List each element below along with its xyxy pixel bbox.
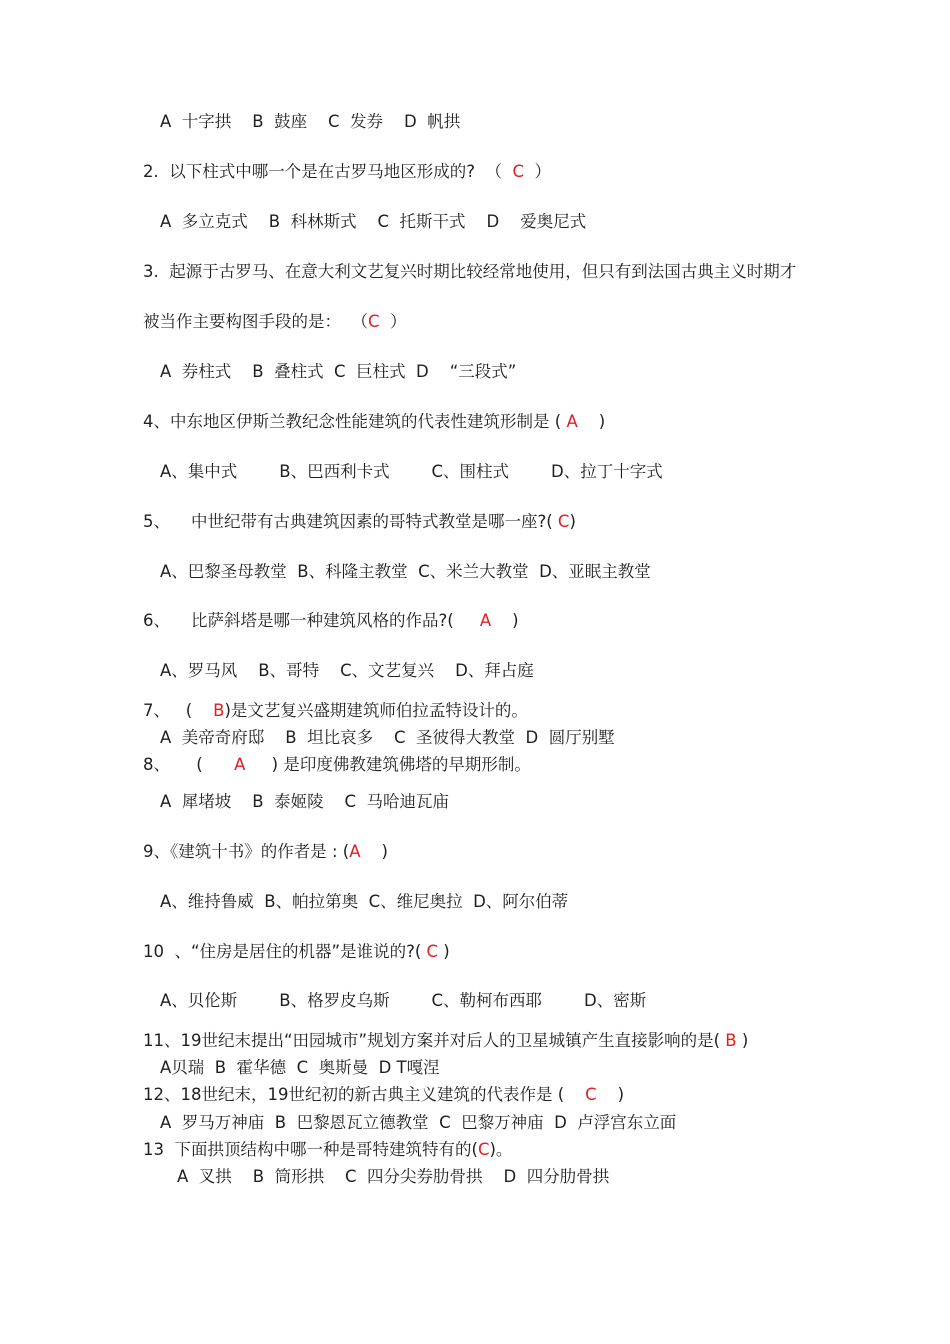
options-q11: A贝瑞 B 霍华德 C 奥斯曼 D T嘎涅 xyxy=(160,1058,440,1077)
options-q6: A、罗马风 B、哥特 C、文艺复兴 D、拜占庭 xyxy=(160,661,534,680)
question-11: 11、19世纪末提出“田园城市”规划方案并对后人的卫星城镇产生直接影响的是( B ) xyxy=(143,1031,749,1050)
options-q13: A 叉拱 B 筒形拱 C 四分尖券肋骨拱 D 四分肋骨拱 xyxy=(177,1167,610,1186)
question-3-cont: 被当作主要构图手段的是： （C ） xyxy=(143,312,407,331)
answer-mark: B xyxy=(725,1031,737,1050)
question-4: 4、中东地区伊斯兰教纪念性能建筑的代表性建筑形制是 ( A ) xyxy=(143,412,606,431)
options-q5: A、巴黎圣母教堂 B、科隆主教堂 C、米兰大教堂 D、亚眠主教堂 xyxy=(160,562,651,581)
question-13: 13 下面拱顶结构中哪一种是哥特建筑特有的(C)。 xyxy=(143,1140,513,1159)
question-10: 10 、“住房是居住的机器”是谁说的?( C ) xyxy=(143,942,450,961)
options-q10: A、贝伦斯 B、格罗皮乌斯 C、勒柯布西耶 D、密斯 xyxy=(160,991,647,1010)
options-q3: A 券柱式 B 叠柱式 C 巨柱式 D “三段式” xyxy=(160,362,517,381)
answer-mark: C xyxy=(557,512,570,531)
question-3: 3. 起源于古罗马、在意大利文艺复兴时期比较经常地使用，但只有到法国古典主义时期才 xyxy=(143,262,797,281)
answer-mark: B xyxy=(213,701,225,720)
options-q12: A 罗马万神庙 B 巴黎恩瓦立德教堂 C 巴黎万神庙 D 卢浮宫东立面 xyxy=(160,1113,677,1132)
answer-mark: C xyxy=(477,1140,490,1159)
question-12: 12、18世纪末，19世纪初的新古典主义建筑的代表作是 ( C ) xyxy=(143,1085,625,1104)
answer-mark: A xyxy=(349,842,361,861)
question-9: 9、《建筑十书》的作者是 : (A ) xyxy=(143,842,388,861)
options-q8: A 犀堵坡 B 泰姬陵 C 马哈迪瓦庙 xyxy=(160,792,450,811)
question-6: 6、 比萨斜塔是哪一种建筑风格的作品?( A ) xyxy=(143,611,519,630)
answer-mark: C xyxy=(585,1085,597,1104)
answer-mark: A xyxy=(566,412,578,431)
answer-mark: A xyxy=(479,611,492,630)
answer-mark: C xyxy=(368,312,380,331)
options-q7: A 美帝奇府邸 B 坦比哀多 C 圣彼得大教堂 D 圆厅别墅 xyxy=(160,728,615,747)
question-5: 5、 中世纪带有古典建筑因素的哥特式教堂是哪一座?( C) xyxy=(143,512,576,531)
question-2: 2. 以下柱式中哪一个是在古罗马地区形成的? （ C ） xyxy=(143,162,552,181)
options-q1: A 十字拱 B 鼓座 C 发券 D 帆拱 xyxy=(160,112,461,131)
answer-mark: A xyxy=(234,755,246,774)
answer-mark: C xyxy=(512,162,525,181)
question-7: 7、 ( B)是文艺复兴盛期建筑师伯拉孟特设计的。 xyxy=(143,701,528,720)
options-q9: A、维持鲁威 B、帕拉第奥 C、维尼奥拉 D、阿尔伯蒂 xyxy=(160,892,569,911)
options-q4: A、集中式 B、巴西利卡式 C、围柱式 D、拉丁十字式 xyxy=(160,462,663,481)
question-8: 8、 ( A ) 是印度佛教建筑佛塔的早期形制。 xyxy=(143,755,531,774)
options-q2: A 多立克式 B 科林斯式 C 托斯干式 D 爱奥尼式 xyxy=(160,212,587,231)
answer-mark: C xyxy=(426,942,439,961)
